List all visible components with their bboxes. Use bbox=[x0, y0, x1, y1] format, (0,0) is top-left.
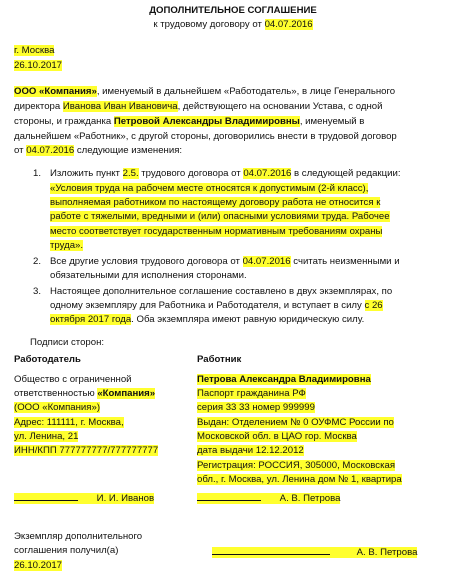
employee-name: Петровой Александры Владимировны bbox=[113, 116, 300, 127]
item-1-line-5 bbox=[50, 226, 382, 237]
intro-text: директора bbox=[14, 101, 63, 112]
intro-line-1 bbox=[14, 86, 395, 97]
subtitle-text: к трудовому договору от bbox=[153, 19, 265, 30]
item-text: . Оба экземпляра имеют равную юридическую силу. bbox=[131, 314, 365, 325]
employer-signature bbox=[14, 491, 154, 504]
contract-date: 04.07.2016 bbox=[243, 168, 292, 179]
employee-line-6 bbox=[197, 445, 304, 456]
employee-text: дата выдачи 12.12.2012 bbox=[197, 445, 304, 456]
clause-text: работе с тяжелыми, вредными и (или) опасными условиями труда. Рабочее bbox=[50, 211, 390, 222]
item-1-line-1 bbox=[50, 168, 401, 179]
item-1-line-2 bbox=[50, 183, 368, 194]
receipt-line-1: Экземпляр дополнительного bbox=[14, 531, 143, 542]
employee-title: Работник bbox=[197, 354, 242, 365]
contract-date: 04.07.2016 bbox=[26, 145, 75, 156]
clause-text: труда». bbox=[50, 240, 84, 251]
clause-text: «Условия труда на рабочем месте относятся к допустимым (2-й класс), bbox=[50, 183, 369, 194]
intro-text: следующие изменения: bbox=[74, 145, 183, 156]
employee-line-2 bbox=[197, 388, 306, 399]
document-date-text: 26.10.2017 bbox=[14, 60, 63, 71]
employee-line-3 bbox=[197, 402, 315, 413]
intro-line-4: дальнейшем «Работник», с другой стороны, договорились внести в трудовой договор bbox=[14, 131, 397, 142]
item-3-line-3 bbox=[50, 314, 364, 325]
item-text: трудового договора от bbox=[138, 168, 244, 179]
item-3-line-1: Настоящее дополнительное соглашение составлено в двух экземплярах, по bbox=[50, 286, 393, 297]
employer-title: Работодатель bbox=[14, 354, 81, 365]
employee-line-7 bbox=[197, 460, 395, 471]
signature-line bbox=[14, 491, 78, 501]
employee-line-4 bbox=[197, 417, 394, 428]
item-1-line-3 bbox=[50, 197, 380, 208]
item-text: в следующей редакции: bbox=[291, 168, 401, 179]
employee-line-1 bbox=[197, 374, 371, 385]
employer-text: ул. Ленина, 21 bbox=[14, 431, 79, 442]
item-text: одному экземпляру для Работника и Работодателя, и вступает в силу bbox=[50, 300, 365, 311]
list-item-number: 2. bbox=[33, 256, 42, 267]
employee-line-8 bbox=[197, 474, 402, 485]
employer-line-5 bbox=[14, 431, 78, 442]
employer-text: (ООО «Компания») bbox=[14, 402, 101, 413]
signature-line bbox=[212, 545, 330, 555]
receipt-date bbox=[14, 560, 62, 571]
intro-text: , действующего на основании Устава, с одной bbox=[177, 101, 383, 112]
signature-line bbox=[197, 491, 261, 501]
employee-text: серия 33 33 номер 999999 bbox=[197, 402, 315, 413]
item-text: считать неизменными и bbox=[290, 256, 400, 267]
employee-text: Московской обл. в ЦАО гор. Москва bbox=[197, 431, 357, 442]
intro-line-5 bbox=[14, 145, 182, 156]
employee-text: Выдан: Отделением № 0 ОУФМС России по bbox=[197, 417, 394, 428]
employer-line-4 bbox=[14, 417, 124, 428]
effective-date: с 26 bbox=[364, 300, 383, 311]
signatures-heading: Подписи сторон: bbox=[30, 337, 105, 348]
employee-text: Регистрация: РОССИЯ, 305000, Московская bbox=[197, 460, 396, 471]
document-title: ДОПОЛНИТЕЛЬНОЕ СОГЛАШЕНИЕ bbox=[149, 5, 317, 16]
document-date bbox=[14, 60, 62, 71]
effective-date: октября 2017 года bbox=[50, 314, 132, 325]
item-3-line-2 bbox=[50, 300, 383, 311]
contract-date: 04.07.2016 bbox=[242, 256, 291, 267]
employer-line-2 bbox=[14, 388, 155, 399]
intro-line-3 bbox=[14, 116, 364, 127]
item-2-line-1 bbox=[50, 256, 400, 267]
employer-line-3 bbox=[14, 402, 100, 413]
list-item-number: 1. bbox=[33, 168, 42, 179]
contract-date: 04.07.2016 bbox=[264, 19, 313, 30]
intro-text: , именуемый в bbox=[299, 116, 365, 127]
employee-line-5 bbox=[197, 431, 357, 442]
employer-text: ИНН/КПП 777777777/777777777 bbox=[14, 445, 159, 456]
clause-text: выполняемая работником по настоящему договору работа не относится к bbox=[50, 197, 381, 208]
employer-line-1: Общество с ограниченной bbox=[14, 374, 132, 385]
intro-text: , именуемый в дальнейшем «Работодатель», в лице Генерального bbox=[96, 86, 396, 97]
employee-signature bbox=[197, 491, 340, 504]
item-text: Изложить пункт bbox=[50, 168, 123, 179]
item-text: Все другие условия трудового договора от bbox=[50, 256, 243, 267]
receipt-date-text: 26.10.2017 bbox=[14, 560, 63, 571]
employer-text: Адрес: 111111, г. Москва, bbox=[14, 417, 124, 428]
employee-signature-name: А. В. Петрова bbox=[279, 493, 341, 504]
employee-text: обл., г. Москва, ул. Ленина дом № 1, квартира bbox=[197, 474, 402, 485]
receipt-line-2: соглашения получил(а) bbox=[14, 545, 119, 556]
item-2-line-2: обязательными для исполнения сторонами. bbox=[50, 270, 247, 281]
receipt-signature bbox=[212, 545, 417, 558]
place bbox=[14, 45, 54, 56]
employee-text: Петрова Александра Владимировна bbox=[197, 374, 371, 385]
item-1-line-6 bbox=[50, 240, 83, 251]
item-1-line-4 bbox=[50, 211, 390, 222]
employer-text: ответственностью bbox=[14, 388, 98, 399]
intro-text: от bbox=[14, 145, 27, 156]
clause-text: место соответствует государственным нормативным требованиям охраны bbox=[50, 226, 383, 237]
intro-text: стороны, и гражданка bbox=[14, 116, 114, 127]
place-text: г. Москва bbox=[14, 45, 55, 56]
intro-line-2 bbox=[14, 101, 382, 112]
employer-signature-name: И. И. Иванов bbox=[96, 493, 155, 504]
document-subtitle bbox=[0, 19, 466, 30]
receipt-signature-name: А. В. Петрова bbox=[356, 547, 418, 558]
company-name: ООО «Компания» bbox=[14, 86, 97, 97]
employer-line-6 bbox=[14, 445, 158, 456]
list-item-number: 3. bbox=[33, 286, 42, 297]
director-name: Иванова Иван Ивановича bbox=[62, 101, 178, 112]
employee-text: Паспорт гражданина РФ bbox=[197, 388, 306, 399]
company-name: «Компания» bbox=[97, 388, 156, 399]
clause-number: 2.5. bbox=[122, 168, 139, 179]
